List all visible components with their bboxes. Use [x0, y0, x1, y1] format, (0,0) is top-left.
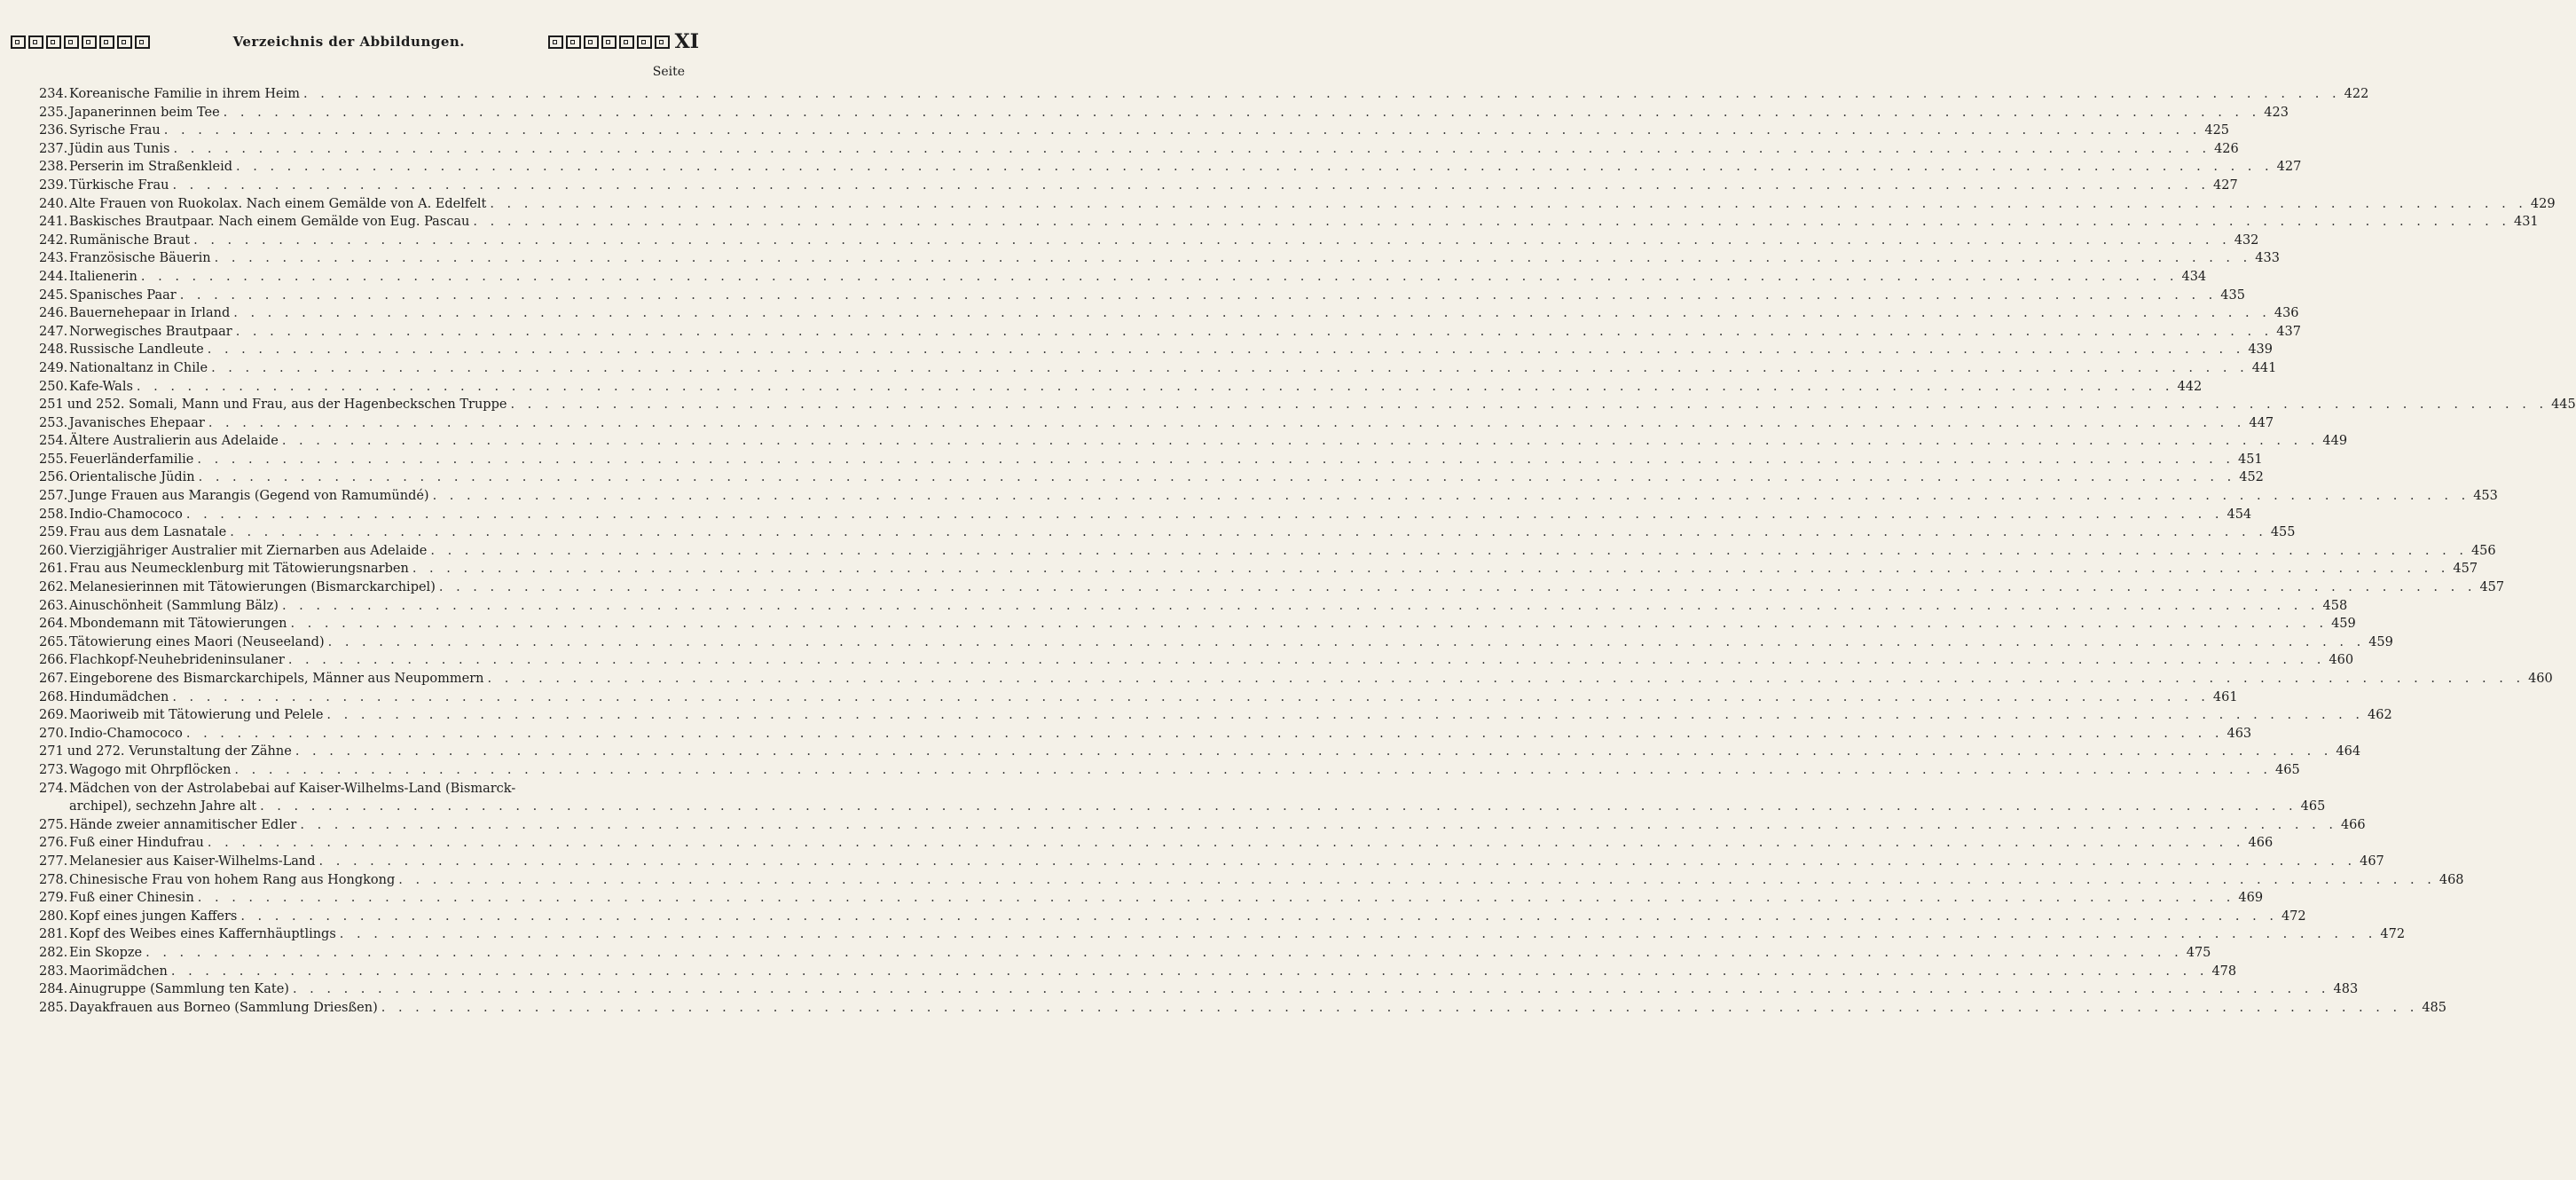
- entry-number: 262.: [39, 580, 68, 595]
- entry-page: 433: [2251, 249, 2280, 268]
- list-item: [39, 177, 2238, 195]
- entry-title: Ainugruppe (Sammlung ten Kate): [69, 982, 289, 997]
- entry-title: Indio-Chamococo: [69, 507, 183, 522]
- entry-page: 485: [2418, 999, 2446, 1018]
- entry-title: Melanesierinnen mit Tätowierungen (Bismarckarchipel): [69, 580, 436, 595]
- entry-title: Bauernehepaar in Irland: [69, 306, 231, 321]
- list-item: [39, 725, 2252, 743]
- list-item: [39, 396, 2576, 414]
- entry-number: 256.: [39, 470, 68, 485]
- entry-title-continued: archipel), sechzehn Jahre alt: [39, 798, 260, 816]
- entry-page: 461: [2210, 688, 2238, 707]
- dot-leader: . . . . . . . . . . . . . . . . . . . . . . . . . . . . . . . . . . . . . . . . . . . . . . . . . . . . . . . . . . . . . . . . . . . . . . . . . . . . . . . . . . . . . . . . . . . . . . . . . . . . . . . . . . . . . . . . . . . . . . . .: [300, 817, 2337, 832]
- entry-number: 250.: [39, 379, 68, 394]
- dot-leader: . . . . . . . . . . . . . . . . . . . . . . . . . . . . . . . . . . . . . . . . . . . . . . . . . . . . . . . . . . . . . . . . . . . . . . . . . . . . . . . . . . . . . . . . . . . . . . . . . . . . . . . . . . . . . . . . . . . . . . . .: [281, 598, 2320, 613]
- list-item: [39, 999, 2447, 1018]
- header-ornament-right: [548, 35, 670, 49]
- entry-number: 276.: [39, 836, 68, 851]
- entry-title: Ältere Australierin aus Adelaide: [69, 434, 279, 449]
- entry-title: Dayakfrauen aus Borneo (Sammlung Driesßen): [69, 1000, 378, 1015]
- entry-title: Ein Skopze: [69, 945, 143, 960]
- list-item: [39, 780, 2326, 816]
- entry-title: Melanesier aus Kaiser-Wilhelms-Land: [69, 854, 316, 869]
- dot-leader: . . . . . . . . . . . . . . . . . . . . . . . . . . . . . . . . . . . . . . . . . . . . . . . . . . . . . . . . . . . . . . . . . . . . . . . . . . . . . . . . . . . . . . . . . . . . . . . . . . . . . . . . . . . . . . . . . . . . . . . .: [193, 232, 2231, 248]
- entry-number: 254.: [39, 434, 68, 449]
- list-item: [39, 378, 2203, 397]
- entry-number: 247.: [39, 324, 68, 339]
- entry-page: 459: [2328, 615, 2356, 633]
- entry-title: Hände zweier annamitischer Edler: [69, 817, 297, 832]
- entry-number: 251: [39, 397, 64, 413]
- entry-title: Orientalische Jüdin: [69, 470, 195, 485]
- entry-number: 238.: [39, 160, 68, 175]
- entry-page: 478: [2208, 963, 2236, 981]
- dot-leader: . . . . . . . . . . . . . . . . . . . . . . . . . . . . . . . . . . . . . . . . . . . . . . . . . . . . . . . . . . . . . . . . . . . . . . . . . . . . . . . . . . . . . . . . . . . . . . . . . . . . . . . . . . . . . . . . . . . . . . . .: [179, 287, 2218, 303]
- list-item: [39, 323, 2301, 342]
- dot-leader: . . . . . . . . . . . . . . . . . . . . . . . . . . . . . . . . . . . . . . . . . . . . . . . . . . . . . . . . . . . . . . . . . . . . . . . . . . . . . . . . . . . . . . . . . . . . . . . . . . . . . . . . . . . . . . . . . . . . . . . .: [172, 689, 2210, 704]
- entry-page: 475: [2183, 944, 2211, 963]
- entry-page: 464: [2332, 743, 2360, 761]
- entry-page: 434: [2178, 268, 2206, 287]
- entry-page: 447: [2245, 414, 2274, 433]
- list-item: [39, 542, 2496, 561]
- entry-title: Nationaltanz in Chile: [69, 360, 208, 375]
- entry-number: 271: [39, 744, 64, 759]
- entry-number: 260.: [39, 543, 68, 558]
- dot-leader: . . . . . . . . . . . . . . . . . . . . . . . . . . . . . . . . . . . . . . . . . . . . . . . . . . . . . . . . . . . . . . . . . . . . . . . . . . . . . . . . . . . . . . . . . . . . . . . . . . . . . . . . . . . . . . . . . . . . . . . .: [140, 269, 2179, 284]
- entry-page: 457: [2449, 560, 2478, 578]
- dot-leader: . . . . . . . . . . . . . . . . . . . . . . . . . . . . . . . . . . . . . . . . . . . . . . . . . . . . . . . . . . . . . . . . . . . . . . . . . . . . . . . . . . . . . . . . . . . . . . . . . . . . . . . . . . . . . . . . . . . . . . . .: [197, 891, 2235, 906]
- list-item: [39, 615, 2356, 633]
- entry-number: 283.: [39, 964, 68, 979]
- dot-leader: . . . . . . . . . . . . . . . . . . . . . . . . . . . . . . . . . . . . . . . . . . . . . . . . . . . . . . . . . . . . . . . . . . . . . . . . . . . . . . . . . . . . . . . . . . . . . . . . . . . . . . . . . . . . . . . . . . . . . . . .: [290, 617, 2329, 632]
- entry-title: Japanerinnen beim Tee: [69, 105, 220, 120]
- dot-leader: . . . . . . . . . . . . . . . . . . . . . . . . . . . . . . . . . . . . . . . . . . . . . . . . . . . . . . . . . . . . . . . . . . . . . . . . . . . . . . . . . . . . . . . . . . . . . . . . . . . . . . . . . . . . . . . . . . . . . . . .: [287, 653, 2326, 668]
- entry-number: 246.: [39, 306, 68, 321]
- entry-number: 234.: [39, 87, 68, 101]
- entry-page: 465: [2297, 798, 2326, 816]
- entry-title: Frau aus dem Lasnatale: [69, 525, 227, 540]
- entry-title: Vierzigjähriger Australier mit Ziernarben aus Adelaide: [69, 543, 428, 558]
- entry-page: 472: [2376, 925, 2405, 944]
- entry-title: Russische Landleute: [69, 342, 204, 358]
- list-item: [39, 195, 2556, 214]
- dot-leader: . . . . . . . . . . . . . . . . . . . . . . . . . . . . . . . . . . . . . . . . . . . . . . . . . . . . . . . . . . . . . . . . . . . . . . . . . . . . . . . . . . . . . . . . . . . . . . . . . . . . . . . . . . . . . . . . . . . . . . . .: [381, 1000, 2419, 1015]
- list-item: [39, 578, 2505, 597]
- entry-number: 245.: [39, 287, 68, 303]
- entry-title: Jüdin aus Tunis: [69, 141, 170, 156]
- entry-page: 453: [2470, 487, 2498, 506]
- entry-title: Indio-Chamococo: [69, 726, 183, 741]
- entry-title: Kafe-Wals: [69, 379, 133, 394]
- dot-leader: . . . . . . . . . . . . . . . . . . . . . . . . . . . . . . . . . . . . . . . . . . . . . . . . . . . . . . . . . . . . . . . . . . . . . . . . . . . . . . . . . . . . . . . . . . . . . . . . . . . . . . . . . . . . . . . . . . . . . . . .: [214, 251, 2252, 266]
- dot-leader: . . . . . . . . . . . . . . . . . . . . . . . . . . . . . . . . . . . . . . . . . . . . . . . . . . . . . . . . . . . . . . . . . . . . . . . . . . . . . . . . . . . . . . . . . . . . . . . . . . . . . . . . . . . . . . . . . . . . . . . .: [398, 872, 2436, 887]
- entry-page: 441: [2249, 359, 2277, 378]
- entry-page: 436: [2271, 304, 2299, 323]
- dot-leader: . . . . . . . . . . . . . . . . . . . . . . . . . . . . . . . . . . . . . . . . . . . . . . . . . . . . . . . . . . . . . . . . . . . . . . . . . . . . . . . . . . . . . . . . . . . . . . . . . . . . . . . . . . . . . . . . . . . . . . . .: [281, 434, 2320, 449]
- dot-leader: . . . . . . . . . . . . . . . . . . . . . . . . . . . . . . . . . . . . . . . . . . . . . . . . . . . . . . . . . . . . . . . . . . . . . . . . . . . . . . . . . . . . . . . . . . . . . . . . . . . . . . . . . . . . . . . . . . . . . . . .: [163, 123, 2202, 138]
- dot-leader: . . . . . . . . . . . . . . . . . . . . . . . . . . . . . . . . . . . . . . . . . . . . . . . . . . . . . . . . . . . . . . . . . . . . . . . . . . . . . . . . . . . . . . . . . . . . . . . . . . . . . . . . . . . . . . . . . . . . . . . .: [303, 87, 2341, 101]
- entry-title: Mbondemann mit Tätowierungen: [69, 617, 287, 632]
- dot-leader: . . . . . . . . . . . . . . . . . . . . . . . . . . . . . . . . . . . . . . . . . . . . . . . . . . . . . . . . . . . . . . . . . . . . . . . . . . . . . . . . . . . . . . . . . . . . . . . . . . . . . . . . . . . . . . . . . . . . . . . .: [292, 982, 2330, 997]
- entry-page: 452: [2235, 468, 2264, 487]
- entry-page: 462: [2364, 706, 2392, 725]
- entry-page: 451: [2234, 451, 2263, 469]
- entry-number: 282.: [39, 945, 68, 960]
- list-item: [39, 104, 2289, 122]
- entry-page: 467: [2356, 853, 2384, 871]
- dot-leader: . . . . . . . . . . . . . . . . . . . . . . . . . . . . . . . . . . . . . . . . . . . . . . . . . . . . . . . . . . . . . . . . . . . . . . . . . . . . . . . . . . . . . . . . . . . . . . . . . . . . . . . . . . . . . . . . . . . . . . . .: [207, 342, 2245, 358]
- list-item: [39, 232, 2259, 250]
- entry-title: Chinesische Frau von hohem Rang aus Hongkong: [69, 872, 396, 887]
- entry-title: Fuß einer Chinesin: [69, 891, 194, 906]
- entry-number: 261.: [39, 562, 68, 577]
- entry-number: 264.: [39, 617, 68, 632]
- list-item: [39, 451, 2263, 469]
- entry-number: 240.: [39, 196, 68, 211]
- entry-number: 258.: [39, 507, 68, 522]
- dot-leader: . . . . . . . . . . . . . . . . . . . . . . . . . . . . . . . . . . . . . . . . . . . . . . . . . . . . . . . . . . . . . . . . . . . . . . . . . . . . . . . . . . . . . . . . . . . . . . . . . . . . . . . . . . . . . . . . . . . . . . . .: [173, 141, 2211, 156]
- entry-page: 442: [2174, 378, 2203, 397]
- list-item: [39, 304, 2299, 323]
- dot-leader: . . . . . . . . . . . . . . . . . . . . . . . . . . . . . . . . . . . . . . . . . . . . . . . . . . . . . . . . . . . . . . . . . . . . . . . . . . . . . . . . . . . . . . . . . . . . . . . . . . . . . . . . . . . . . . . . . . . . . . . .: [438, 580, 2477, 595]
- list-item: [39, 706, 2392, 725]
- entry-title: Flachkopf-Neuhebrideninsulaner: [69, 653, 285, 668]
- list-item: [39, 980, 2359, 999]
- header-ornament-left: [11, 35, 150, 49]
- dot-leader: . . . . . . . . . . . . . . . . . . . . . . . . . . . . . . . . . . . . . . . . . . . . . . . . . . . . . . . . . . . . . . . . . . . . . . . . . . . . . . . . . . . . . . . . . . . . . . . . . . . . . . . . . . . . . . . . . . . . . . . .: [233, 306, 2271, 321]
- entry-title: Javanisches Ehepaar: [69, 415, 205, 430]
- entry-title: Italienerin: [69, 269, 137, 284]
- dot-leader: . . . . . . . . . . . . . . . . . . . . . . . . . . . . . . . . . . . . . . . . . . . . . . . . . . . . . . . . . . . . . . . . . . . . . . . . . . . . . . . . . . . . . . . . . . . . . . . . . . . . . . . . . . . . . . . . . . . . . . . .: [326, 708, 2365, 723]
- entry-page: 437: [2273, 323, 2301, 342]
- dot-leader: . . . . . . . . . . . . . . . . . . . . . . . . . . . . . . . . . . . . . . . . . . . . . . . . . . . . . . . . . . . . . . . . . . . . . . . . . . . . . . . . . . . . . . . . . . . . . . . . . . . . . . . . . . . . . . . . . . . . . . . .: [185, 726, 2224, 741]
- dot-leader: . . . . . . . . . . . . . . . . . . . . . . . . . . . . . . . . . . . . . . . . . . . . . . . . . . . . . . . . . . . . . . . . . . . . . . . . . . . . . . . . . . . . . . . . . . . . . . . . . . . . . . . . . . . . . . . . . . . . . . . .: [198, 470, 2236, 485]
- dot-leader: . . . . . . . . . . . . . . . . . . . . . . . . . . . . . . . . . . . . . . . . . . . . . . . . . . . . . . . . . . . . . . . . . . . . . . . . . . . . . . . . . . . . . . . . . . . . . . . . . . . . . . . . . . . . . . . . . . . . . . . .: [207, 836, 2245, 851]
- entry-number: 280.: [39, 909, 68, 924]
- list-item: [39, 468, 2264, 487]
- list-item: [39, 506, 2252, 524]
- list-item: [39, 287, 2245, 305]
- entry-page: 460: [2525, 670, 2553, 688]
- entry-page: 427: [2274, 158, 2302, 177]
- entry-page: 466: [2337, 816, 2366, 835]
- entry-page: 457: [2476, 578, 2504, 597]
- list-item: [39, 816, 2366, 835]
- entry-page: 423: [2260, 104, 2289, 122]
- list-item: [39, 140, 2239, 159]
- list-item: [39, 523, 2296, 542]
- list-item: [39, 944, 2211, 963]
- entry-page: 449: [2319, 432, 2347, 451]
- entry-number: 249.: [39, 360, 68, 375]
- entry-number: 235.: [39, 105, 68, 120]
- list-item: [39, 560, 2478, 578]
- list-item: [39, 761, 2300, 780]
- entry-title: Wagogo mit Ohrpflöcken: [69, 762, 232, 777]
- entry-number: 243.: [39, 251, 68, 266]
- list-item: [39, 834, 2274, 853]
- list-item: [39, 432, 2348, 451]
- dot-leader: . . . . . . . . . . . . . . . . . . . . . . . . . . . . . . . . . . . . . . . . . . . . . . . . . . . . . . . . . . . . . . . . . . . . . . . . . . . . . . . . . . . . . . . . . . . . . . . . . . . . . . . . . . . . . . . . . . . . . . . .: [432, 489, 2470, 504]
- dot-leader: . . . . . . . . . . . . . . . . . . . . . . . . . . . . . . . . . . . . . . . . . . . . . . . . . . . . . . . . . . . . . . . . . . . . . . . . . . . . . . . . . . . . . . . . . . . . . . . . . . . . . . . . . . . . . . . . . . . . . . . .: [136, 379, 2174, 394]
- list-item: [39, 213, 2539, 232]
- list-item: [39, 597, 2348, 616]
- list-item: [39, 158, 2302, 177]
- entry-page: 425: [2201, 122, 2229, 140]
- dot-leader: . . . . . . . . . . . . . . . . . . . . . . . . . . . . . . . . . . . . . . . . . . . . . . . . . . . . . . . . . . . . . . . . . . . . . . . . . . . . . . . . . . . . . . . . . . . . . . . . . . . . . . . . . . . . . . . . . . . . . . . .: [230, 525, 2267, 540]
- dot-leader: . . . . . . . . . . . . . . . . . . . . . . . . . . . . . . . . . . . . . . . . . . . . . . . . . . . . . . . . . . . . . . . . . . . . . . . . . . . . . . . . . . . . . . . . . . . . . . . . . . . . . . . . . . . . . . . . . . . . . . . .: [235, 324, 2274, 339]
- list-item: [39, 359, 2277, 378]
- entry-number: 241.: [39, 215, 68, 230]
- dot-leader: . . . . . . . . . . . . . . . . . . . . . . . . . . . . . . . . . . . . . . . . . . . . . . . . . . . . . . . . . . . . . . . . . . . . . . . . . . . . . . . . . . . . . . . . . . . . . . . . . . . . . . . . . . . . . . . . . . . . . . . .: [211, 360, 2249, 375]
- entry-number: 268.: [39, 689, 68, 704]
- entry-page: 465: [2272, 761, 2300, 780]
- entry-page: 426: [2211, 140, 2239, 159]
- list-item: [39, 908, 2306, 926]
- entry-page: 483: [2330, 980, 2359, 999]
- entry-title: und 272. Verunstaltung der Zähne: [67, 744, 292, 759]
- dot-leader: . . . . . . . . . . . . . . . . . . . . . . . . . . . . . . . . . . . . . . . . . . . . . . . . . . . . . . . . . . . . . . . . . . . . . . . . . . . . . . . . . . . . . . . . . . . . . . . . . . . . . . . . . . . . . . . . . . . . . . . .: [490, 196, 2527, 211]
- entry-page: 454: [2223, 506, 2251, 524]
- entry-title: Kopf des Weibes eines Kaffernhäuptlings: [69, 927, 336, 942]
- figure-list: [39, 85, 2576, 1017]
- dot-leader: . . . . . . . . . . . . . . . . . . . . . . . . . . . . . . . . . . . . . . . . . . . . . . . . . . . . . . . . . . . . . . . . . . . . . . . . . . . . . . . . . . . . . . . . . . . . . . . . . . . . . . . . . . . . . . . . . . . . . . . .: [318, 854, 2357, 869]
- dot-leader: . . . . . . . . . . . . . . . . . . . . . . . . . . . . . . . . . . . . . . . . . . . . . . . . . . . . . . . . . . . . . . . . . . . . . . . . . . . . . . . . . . . . . . . . . . . . . . . . . . . . . . . . . . . . . . . . . . . . . . . .: [487, 672, 2525, 686]
- entry-number: 278.: [39, 872, 68, 887]
- entry-number: 273.: [39, 762, 68, 777]
- entry-page: 445: [2548, 396, 2576, 414]
- entry-title: Eingeborene des Bismarckarchipels, Männer aus Neupommern: [69, 672, 484, 686]
- list-item: [39, 925, 2406, 944]
- entry-title: Maorimädchen: [69, 964, 168, 979]
- entry-title: Fuß einer Hindufrau: [69, 836, 204, 851]
- entry-page: 432: [2231, 232, 2259, 250]
- entry-number: 244.: [39, 269, 68, 284]
- entry-title: Baskisches Brautpaar. Nach einem Gemälde von Eug. Pascau: [69, 215, 470, 230]
- entry-number: 266.: [39, 653, 68, 668]
- dot-leader: . . . . . . . . . . . . . . . . . . . . . . . . . . . . . . . . . . . . . . . . . . . . . . . . . . . . . . . . . . . . . . . . . . . . . . . . . . . . . . . . . . . . . . . . . . . . . . . . . . . . . . . . . . . . . . . . . . . . . . . .: [327, 634, 2366, 649]
- entry-number: 275.: [39, 817, 68, 832]
- dot-leader: . . . . . . . . . . . . . . . . . . . . . . . . . . . . . . . . . . . . . . . . . . . . . . . . . . . . . . . . . . . . . . . . . . . . . . . . . . . . . . . . . . . . . . . . . . . . . . . . . . . . . . . . . . . . . . . . . . . . . . . .: [260, 799, 2297, 814]
- entry-number: 253.: [39, 415, 68, 430]
- entry-page: 466: [2245, 834, 2274, 853]
- dot-leader: . . . . . . . . . . . . . . . . . . . . . . . . . . . . . . . . . . . . . . . . . . . . . . . . . . . . . . . . . . . . . . . . . . . . . . . . . . . . . . . . . . . . . . . . . . . . . . . . . . . . . . . . . . . . . . . . . . . . . . . .: [473, 215, 2510, 230]
- entry-title: Tätowierung eines Maori (Neuseeland): [69, 634, 325, 649]
- entry-number: 277.: [39, 854, 68, 869]
- entry-number: 257.: [39, 489, 68, 504]
- entry-number: 285.: [39, 1000, 68, 1015]
- entry-number: 236.: [39, 123, 68, 138]
- dot-leader: . . . . . . . . . . . . . . . . . . . . . . . . . . . . . . . . . . . . . . . . . . . . . . . . . . . . . . . . . . . . . . . . . . . . . . . . . . . . . . . . . . . . . . . . . . . . . . . . . . . . . . . . . . . . . . . . . . . . . . . .: [236, 160, 2274, 175]
- entry-page: 427: [2210, 177, 2238, 195]
- entry-title: Alte Frauen von Ruokolax. Nach einem Gemälde von A. Edelfelt: [69, 196, 487, 211]
- entry-page: 422: [2341, 85, 2369, 104]
- entry-number: 239.: [39, 177, 68, 193]
- list-item: [39, 889, 2264, 908]
- column-heading-page: Seite: [652, 65, 685, 79]
- entry-number: 242.: [39, 232, 68, 248]
- page-header: [11, 30, 699, 53]
- entry-page: 469: [2234, 889, 2263, 908]
- entry-page: 458: [2320, 597, 2348, 616]
- list-item: [39, 341, 2274, 359]
- entry-page: 472: [2278, 908, 2306, 926]
- list-item: [39, 633, 2393, 652]
- entry-number: 267.: [39, 672, 68, 686]
- entry-title: Feuerländerfamilie: [69, 452, 194, 467]
- list-item: [39, 670, 2553, 688]
- entry-title: Frau aus Neumecklenburg mit Tätowierungsnarben: [69, 562, 409, 577]
- entry-title: Türkische Frau: [69, 177, 169, 193]
- dot-leader: . . . . . . . . . . . . . . . . . . . . . . . . . . . . . . . . . . . . . . . . . . . . . . . . . . . . . . . . . . . . . . . . . . . . . . . . . . . . . . . . . . . . . . . . . . . . . . . . . . . . . . . . . . . . . . . . . . . . . . . .: [295, 744, 2333, 759]
- list-item: [39, 122, 2230, 140]
- dot-leader: . . . . . . . . . . . . . . . . . . . . . . . . . . . . . . . . . . . . . . . . . . . . . . . . . . . . . . . . . . . . . . . . . . . . . . . . . . . . . . . . . . . . . . . . . . . . . . . . . . . . . . . . . . . . . . . . . . . . . . . .: [430, 543, 2468, 558]
- entry-number: 255.: [39, 452, 68, 467]
- entry-title: und 252. Somali, Mann und Frau, aus der Hagenbeckschen Truppe: [67, 397, 507, 413]
- entry-title: Syrische Frau: [69, 123, 161, 138]
- entry-page: 435: [2217, 287, 2245, 305]
- entry-page: 468: [2436, 871, 2464, 890]
- entry-number: 279.: [39, 891, 68, 906]
- dot-leader: . . . . . . . . . . . . . . . . . . . . . . . . . . . . . . . . . . . . . . . . . . . . . . . . . . . . . . . . . . . . . . . . . . . . . . . . . . . . . . . . . . . . . . . . . . . . . . . . . . . . . . . . . . . . . . . . . . . . . . . .: [339, 927, 2377, 942]
- entry-page: 431: [2510, 213, 2539, 232]
- list-item: [39, 85, 2369, 104]
- list-item: [39, 688, 2238, 707]
- list-item: [39, 871, 2464, 890]
- entry-page: 455: [2267, 523, 2296, 542]
- entry-number: 281.: [39, 927, 68, 942]
- dot-leader: . . . . . . . . . . . . . . . . . . . . . . . . . . . . . . . . . . . . . . . . . . . . . . . . . . . . . . . . . . . . . . . . . . . . . . . . . . . . . . . . . . . . . . . . . . . . . . . . . . . . . . . . . . . . . . . . . . . . . . . .: [412, 562, 2450, 577]
- list-item: [39, 743, 2361, 761]
- entry-title: Hindumädchen: [69, 689, 169, 704]
- entry-page: 429: [2527, 195, 2556, 214]
- dot-leader: . . . . . . . . . . . . . . . . . . . . . . . . . . . . . . . . . . . . . . . . . . . . . . . . . . . . . . . . . . . . . . . . . . . . . . . . . . . . . . . . . . . . . . . . . . . . . . . . . . . . . . . . . . . . . . . . . . . . . . . .: [240, 909, 2278, 924]
- entry-title: Rumänische Braut: [69, 232, 191, 248]
- entry-number: 248.: [39, 342, 68, 358]
- dot-leader: . . . . . . . . . . . . . . . . . . . . . . . . . . . . . . . . . . . . . . . . . . . . . . . . . . . . . . . . . . . . . . . . . . . . . . . . . . . . . . . . . . . . . . . . . . . . . . . . . . . . . . . . . . . . . . . . . . . . . . . .: [223, 105, 2261, 120]
- entry-title: Junge Frauen aus Marangis (Gegend von Ramumündé): [69, 489, 429, 504]
- entry-number: 263.: [39, 598, 68, 613]
- dot-leader: . . . . . . . . . . . . . . . . . . . . . . . . . . . . . . . . . . . . . . . . . . . . . . . . . . . . . . . . . . . . . . . . . . . . . . . . . . . . . . . . . . . . . . . . . . . . . . . . . . . . . . . . . . . . . . . . . . . . . . . .: [170, 964, 2209, 979]
- entry-number: 274.: [39, 781, 68, 796]
- dot-leader: . . . . . . . . . . . . . . . . . . . . . . . . . . . . . . . . . . . . . . . . . . . . . . . . . . . . . . . . . . . . . . . . . . . . . . . . . . . . . . . . . . . . . . . . . . . . . . . . . . . . . . . . . . . . . . . . . . . . . . . .: [145, 945, 2183, 960]
- entry-page: 456: [2468, 542, 2496, 561]
- page-number: XI: [674, 30, 699, 53]
- list-item: [39, 651, 2354, 670]
- entry-title: Mädchen von der Astrolabebai auf Kaiser-Wilhelms-Land (Bismarck-: [69, 781, 516, 796]
- dot-leader: . . . . . . . . . . . . . . . . . . . . . . . . . . . . . . . . . . . . . . . . . . . . . . . . . . . . . . . . . . . . . . . . . . . . . . . . . . . . . . . . . . . . . . . . . . . . . . . . . . . . . . . . . . . . . . . . . . . . . . . .: [197, 452, 2234, 467]
- list-item: [39, 414, 2274, 433]
- entry-title: Spanisches Paar: [69, 287, 177, 303]
- entry-number: 259.: [39, 525, 68, 540]
- list-item: [39, 249, 2280, 268]
- entry-number: 284.: [39, 982, 68, 997]
- entry-title: Perserin im Straßenkleid: [69, 160, 233, 175]
- entry-number: 265.: [39, 634, 68, 649]
- entry-page: 439: [2244, 341, 2273, 359]
- dot-leader: . . . . . . . . . . . . . . . . . . . . . . . . . . . . . . . . . . . . . . . . . . . . . . . . . . . . . . . . . . . . . . . . . . . . . . . . . . . . . . . . . . . . . . . . . . . . . . . . . . . . . . . . . . . . . . . . . . . . . . . .: [172, 177, 2211, 193]
- entry-page: 463: [2223, 725, 2251, 743]
- list-item: [39, 268, 2207, 287]
- dot-leader: . . . . . . . . . . . . . . . . . . . . . . . . . . . . . . . . . . . . . . . . . . . . . . . . . . . . . . . . . . . . . . . . . . . . . . . . . . . . . . . . . . . . . . . . . . . . . . . . . . . . . . . . . . . . . . . . . . . . . . . .: [185, 507, 2224, 522]
- list-item: [39, 487, 2498, 506]
- entry-number: 269.: [39, 708, 68, 723]
- dot-leader: . . . . . . . . . . . . . . . . . . . . . . . . . . . . . . . . . . . . . . . . . . . . . . . . . . . . . . . . . . . . . . . . . . . . . . . . . . . . . . . . . . . . . . . . . . . . . . . . . . . . . . . . . . . . . . . . . . . . . . . .: [510, 397, 2549, 413]
- dot-leader: . . . . . . . . . . . . . . . . . . . . . . . . . . . . . . . . . . . . . . . . . . . . . . . . . . . . . . . . . . . . . . . . . . . . . . . . . . . . . . . . . . . . . . . . . . . . . . . . . . . . . . . . . . . . . . . . . . . . . . . .: [208, 415, 2246, 430]
- entry-number: 237.: [39, 141, 68, 156]
- dot-leader: . . . . . . . . . . . . . . . . . . . . . . . . . . . . . . . . . . . . . . . . . . . . . . . . . . . . . . . . . . . . . . . . . . . . . . . . . . . . . . . . . . . . . . . . . . . . . . . . . . . . . . . . . . . . . . . . . . . . . . . .: [234, 762, 2273, 777]
- header-title: Verzeichnis der Abbildungen.: [232, 34, 466, 50]
- entry-title: Maoriweib mit Tätowierung und Pelele: [69, 708, 324, 723]
- entry-title: Koreanische Familie in ihrem Heim: [69, 87, 301, 101]
- entry-page: 459: [2365, 633, 2393, 652]
- entry-title: Französische Bäuerin: [69, 251, 211, 266]
- entry-page: 460: [2325, 651, 2353, 670]
- entry-title: Ainuschönheit (Sammlung Bälz): [69, 598, 279, 613]
- entry-title: Kopf eines jungen Kaffers: [69, 909, 238, 924]
- entry-title: Norwegisches Brautpaar: [69, 324, 232, 339]
- list-item: [39, 853, 2384, 871]
- list-item: [39, 963, 2237, 981]
- entry-number: 270.: [39, 726, 68, 741]
